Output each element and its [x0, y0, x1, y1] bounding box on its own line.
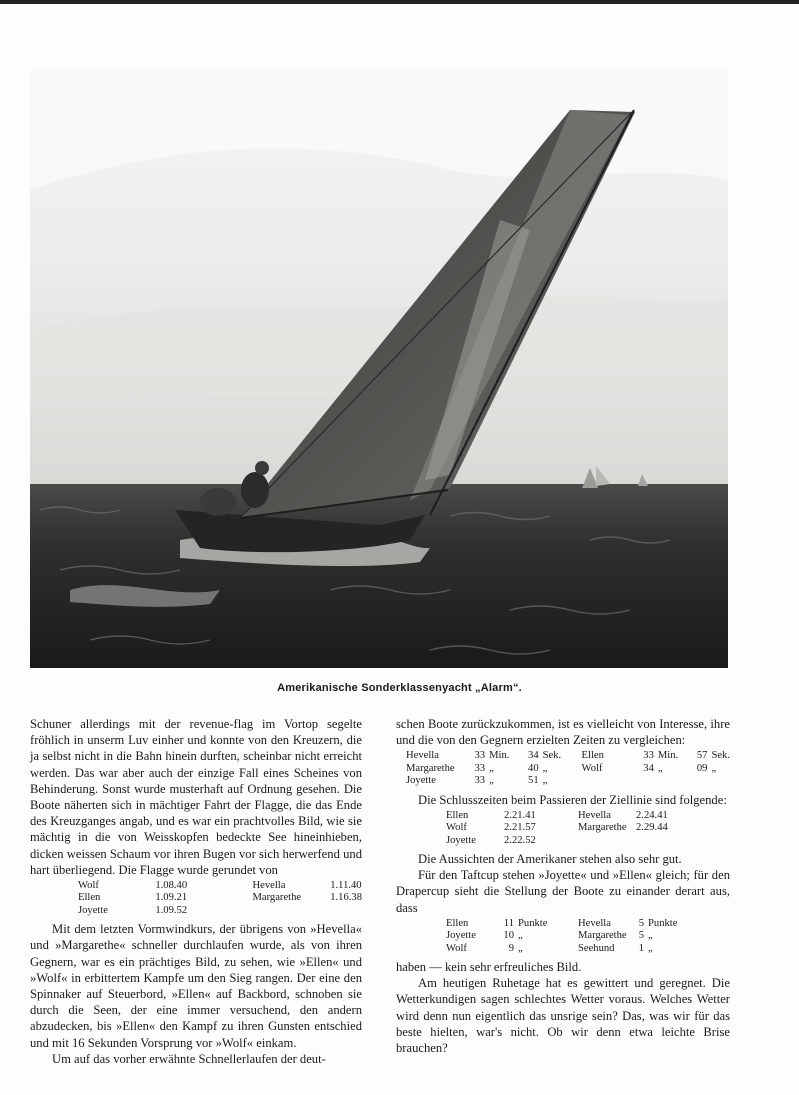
table-row: Ellen 2.21.41 Hevella 2.24.41	[446, 809, 668, 821]
drapercup-points-table	[446, 918, 677, 955]
table-row: Joyette 33 „ 51 „	[406, 775, 548, 787]
course-times-comparison-table	[406, 750, 730, 787]
table-row: Margarethe 33 „ 40 „ Wolf 34 „ 09 „	[406, 762, 717, 774]
table-row: Wolf 2.21.57 Margarethe 2.29.44	[446, 822, 668, 834]
paragraph: schen Boote zurückzukommen, ist es vielleicht von Interesse, ihre und die von den Gegnern erzielten Zeiten zu vergleichen:	[396, 717, 730, 748]
table-row: Ellen 1.09.21 Margarethe 1.16.38	[78, 892, 362, 904]
paragraph: Mit dem letzten Vormwindkurs, der übrigens von »Hevella« und »Margarethe« schneller durchlaufen wurde, als von ihren Gegnern, war es ein prächtiges Bild, zu sehen, wie »Ellen« und »Wolf« in erbittertem Kampfe um den Sieg rangen. Der eine den Spinnaker auf Steuerbord, »Ellen« auf Backbord, schnoben sie durch die Seen, der eine immer versuchend, den andern abzudecken, bis »Ellen« den Kampf zu ihren Gunsten entschied und mit 16 Sekunden Vorsprung vor »Wolf« einkam.	[30, 922, 362, 1050]
page-top-rule	[0, 0, 799, 4]
paragraph: Die Schlusszeiten beim Passieren der Ziellinie sind folgende:	[418, 792, 727, 807]
photo-caption: Amerikanische Sonderklassenyacht „Alarm“.	[277, 682, 522, 694]
paragraph: Am heutigen Ruhetage hat es gewittert und geregnet. Die Wetterkundigen sagen schlechtes Wetter voraus. Welches Wetter wird denn nun eigentlich das unsrige sein? Das, was wir für das beste hielten, war's nicht. Ob wir denn etwa leichte Brise brauchen?	[396, 976, 730, 1056]
paragraph: haben — kein sehr erfreuliches Bild.	[396, 960, 582, 975]
table-row: Hevella 33 Min. 34 Sek. Ellen 33 Min. 57 Sek.	[406, 750, 730, 762]
table-row: Joyette 2.22.52	[446, 834, 536, 846]
paragraph: Die Aussichten der Amerikaner stehen also sehr gut.	[418, 852, 682, 867]
finish-times-table	[446, 810, 668, 847]
table-row: Ellen 11 Punkte Hevella 5 Punkte	[446, 917, 678, 929]
flag-rounding-times-table	[78, 880, 362, 917]
paragraph: Um auf das vorher erwähnte Schnellerlaufen der deut-	[52, 1051, 326, 1066]
table-row: Joyette 1.09.52	[78, 904, 188, 916]
paragraph: Für den Taftcup stehen »Joyette« und »Ellen« gleich; für den Drapercup sieht die Stellung der Boote zu einander derart aus, dass	[396, 868, 730, 915]
yacht-photograph	[30, 70, 728, 668]
right-text-column	[396, 716, 730, 1056]
table-row: Wolf 9 „ Seehund 1 „	[446, 942, 653, 954]
table-row: Wolf 1.08.40 Hevella 1.11.40	[78, 880, 362, 892]
paragraph: Schuner allerdings mit der revenue-flag im Vortop segelte fröhlich in unserm Luv einher und konnte von den Kreuzern, die ja selbst nicht in die Bahn hinein durften, scheinbar nicht erreicht werden. Das war aber auch der einzige Fall eines Scheines von Behinderung. Sonst wurde musterhaft auf Ordnung gesehen. Die Boote näherten sich in mächtiger Fahrt der Flagge, die das Ende des Kreuzganges angab, und es war ein prachtvolles Bild, wie sie mächtig in die von Weisskopfen bedeckte See hineinhieben, dicken weissen Schaum vor ihren Bugen vor sich herwerfend und hart überliegend. Die Flagge wurde gerundet von	[30, 717, 362, 877]
left-text-column	[30, 716, 362, 1067]
table-row: Joyette 10 „ Margarethe 5 „	[446, 930, 653, 942]
